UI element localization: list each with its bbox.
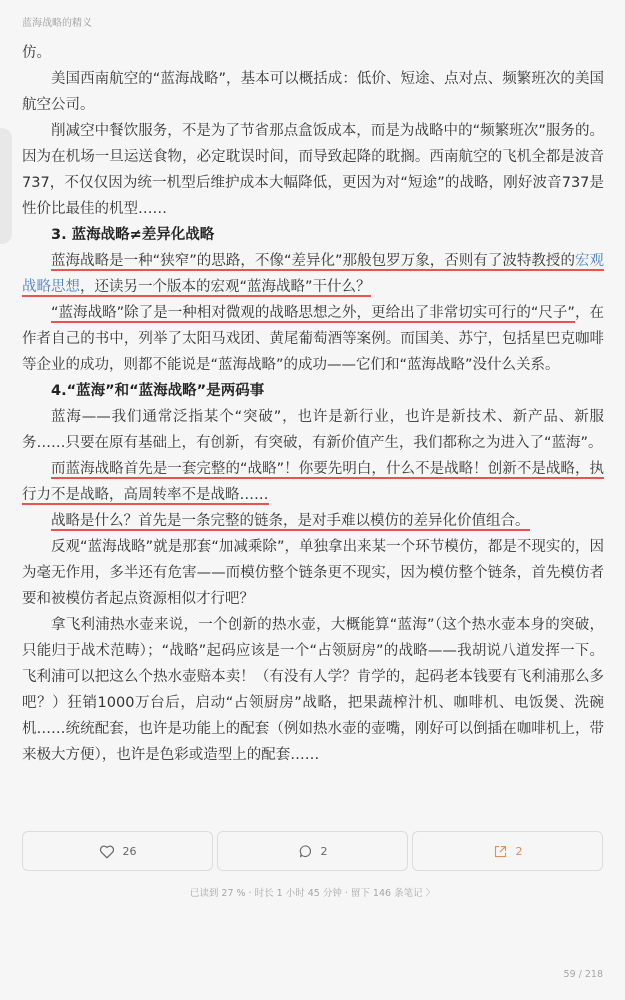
- side-handle[interactable]: [0, 128, 12, 244]
- paragraph: [22, 300, 604, 378]
- highlighted-paragraph[interactable]: [22, 456, 604, 508]
- reading-status[interactable]: 已读到 27 % · 时长 1 小时 45 分钟 · 留下 146 条笔记 〉: [189, 888, 436, 899]
- paragraph: 反观“蓝海战略”就是那套“加减乘除”，单独拿出来某一个环节模仿，都是不现实的，因为毫无作用，多半还有危害——而模仿整个链条更不现实，因为模仿整个链条，首先模仿者要和被模仿者起点资源相似才行吧？: [22, 539, 604, 607]
- comment-icon: [298, 844, 313, 859]
- share-icon: [493, 844, 508, 859]
- comment-button[interactable]: [217, 831, 408, 871]
- action-bar: [22, 831, 604, 871]
- paragraph: 削减空中餐饮服务，不是为了节省那点盒饭成本，而是为战略中的“频繁班次”服务的。因为在机场一旦运送食物，必定耽误时间，而导致起降的耽搁。西南航空的飞机全都是波音737，不仅仅因为统一机型后维护成本大幅降低，更因为对“短途”的战略，刚好波音737是性价比最佳的机型……: [22, 123, 604, 217]
- highlight-text[interactable]: ，还读另一个版本的宏观“蓝海战略”干什么？: [80, 279, 371, 295]
- highlighted-paragraph[interactable]: [22, 508, 604, 534]
- section-heading: 4.“蓝海”和“蓝海战略”是两码事: [51, 383, 265, 399]
- highlighted-paragraph[interactable]: [22, 248, 604, 300]
- paragraph: 蓝海——我们通常泛指某个“突破”，也许是新行业，也许是新技术、新产品、新服务……只要在原有基础上，有创新，有突破，有新价值产生，我们都称之为进入了“蓝海”。: [22, 409, 604, 451]
- paragraph: 美国西南航空的“蓝海战略”，基本可以概括成：低价、短途、点对点、频繁班次的美国航空公司。: [22, 71, 604, 113]
- highlight-text[interactable]: 蓝海战略是一种“狭窄”的思路，不像“差异化”那般包罗万象，否则有了波特教授的: [51, 253, 575, 269]
- reading-content: [22, 40, 604, 768]
- book-title: 蓝海战略的精义: [22, 18, 92, 29]
- like-button[interactable]: [22, 831, 213, 871]
- paragraph: 仿。: [22, 45, 51, 61]
- share-button[interactable]: [412, 831, 603, 871]
- term-link[interactable]: 宏观战略思想: [22, 253, 605, 295]
- comment-count: 2: [320, 844, 328, 858]
- paragraph-text: ，在作者自己的书中，列举了太阳马戏团、黄尾葡萄酒等案例。而国美、苏宁，包括星巴克咖啡等企业的成功，则都不能说是“蓝海战略”的成功——它们和“蓝海战略”没什么关系。: [22, 305, 605, 373]
- highlight-text[interactable]: “蓝海战略”除了是一种相对微观的战略思想之外，更给出了非常切实可行的“尺子”: [51, 305, 575, 321]
- page-number: 59 / 218: [563, 969, 603, 980]
- highlight-text[interactable]: 战略是什么？首先是一条完整的链条，是对手难以模仿的差异化价值组合。: [51, 513, 530, 529]
- like-count: 26: [122, 844, 137, 858]
- paragraph: 拿飞利浦热水壶来说，一个创新的热水壶，大概能算“蓝海”（这个热水壶本身的突破，只能归于战术范畴）；“战略”起码应该是一个“占领厨房”的战略——我胡说八道发挥一下。飞利浦可以把这么个热水壶赔本卖！（有没有人学？肯学的，起码老本钱要有飞利浦那么多吧？）狂销1000万台后，启动“占领厨房”战略，把果蔬榨汁机、咖啡机、电饭煲、洗碗机……统统配套，也许是功能上的配套（例如热水壶的壶嘴，刚好可以倒插在咖啡机上，带来极大方便），也许是色彩或造型上的配套……: [22, 617, 604, 763]
- section-heading: 3. 蓝海战略≠差异化战略: [51, 227, 215, 243]
- share-count: 2: [515, 844, 523, 858]
- highlight-text[interactable]: 而蓝海战略首先是一套完整的“战略”！你要先明白，什么不是战略！创新不是战略，执行力不是战略，高周转率不是战略……: [22, 461, 604, 503]
- heart-icon: [99, 844, 115, 859]
